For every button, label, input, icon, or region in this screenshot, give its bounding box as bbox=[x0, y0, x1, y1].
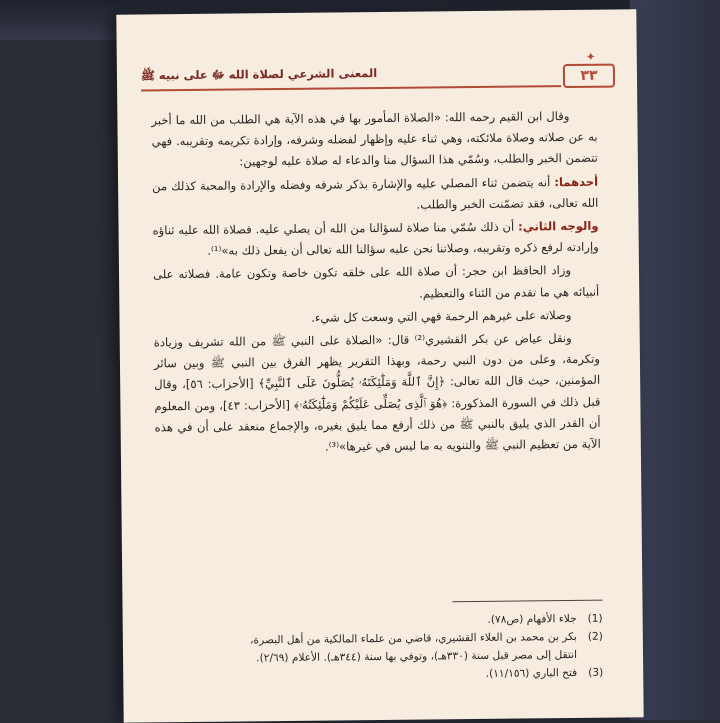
paragraph-first-aspect bbox=[152, 171, 598, 218]
paragraph-ibn-qayyim: وقال ابن القيم رحمه الله: «الصلاة المأمور بها في هذه الآية هي الطلب من الله ما أخبر به عن صلاته وصلاة ملائكته، وهي ثناء عليه وإظهار لفضله وشرفه، وإرادة تكريمه وتقريبه. فهي تتضمن الخبر والطلب، وسُمّي هذا السؤال منا والدعاء له صلاة عليه لوجهين: bbox=[151, 109, 598, 169]
paragraph-iyad: ونقل عياض عن بكر القشيري⁽²⁾ قال: «الصلاة على النبي ﷺ من الله تشريف وزيادة وتكرمة، وعلى من دون النبي رحمة، وبهذا التقرير يظهر الفرق بين النبي ﷺ وبين سائر المؤمنين، حيث قال الله تعالى: ﴿إِنَّ ٱللَّهَ وَمَلَٰٓئِكَتَهُۥ يُصَلُّونَ عَلَى ٱلنَّبِيِّ﴾ [الأحزاب: ٥٦]، وقال قبل ذلك في السورة المذكورة: ﴿هُوَ ٱلَّذِى يُصَلِّى عَلَيْكُمْ وَمَلَٰٓئِكَتُهُۥ﴾ [الأحزاب: ٤٣]، ومن المعلوم أن القدر الذي يليق بالنبي ﷺ من ذلك أرفع مما يليق بغيره، والإجماع منعقد على أن في هذه الآية من تعظيم النبي ﷺ والتنويه به ما ليس في غيرها»⁽³⁾. bbox=[153, 331, 601, 454]
lead-second-aspect: والوجه الثاني: bbox=[517, 218, 599, 234]
ornament-icon: ✦ bbox=[585, 49, 596, 64]
footnote-number: (3) bbox=[588, 666, 604, 679]
footnote-text: بكر بن محمد بن العلاء القشيري، قاضي من علماء المالكية من أهل البصرة، bbox=[250, 630, 577, 647]
footnote-number: (1) bbox=[587, 612, 603, 625]
first-aspect-text: أنه يتضمن ثناء المصلي عليه والإشارة بذكر شرفه وفضله والإرادة والمحبة كذلك من الله تعالى، فقد تضمّنت الخبر والطلب. bbox=[152, 174, 599, 212]
footnotes bbox=[163, 610, 604, 687]
paragraph-mercy: وصلاته على غيرهم الرحمة فهي التي وسعت كل شيء. bbox=[311, 307, 572, 325]
background-fabric bbox=[630, 0, 720, 720]
header-rule bbox=[141, 85, 561, 91]
footnote-text: جلاء الأفهام (ص٧٨). bbox=[487, 612, 577, 626]
footnote-rule bbox=[452, 600, 602, 603]
footnote-number: (2) bbox=[587, 630, 603, 643]
footnote-continuation: انتقل إلى مصر قبل سنة (٣٣٠هـ)، وتوفي بها سنة (٣٤٤هـ). الأعلام (٢/٦٩). bbox=[256, 648, 578, 665]
paragraph-ibn-hajar: وزاد الحافظ ابن حجر: أن صلاة الله على خلقه تكون خاصة وتكون عامة. فصلاته على أنبيائه هي ما تقدم من الثناء والتعظيم. bbox=[152, 263, 600, 301]
footnote-item bbox=[163, 664, 603, 687]
book-page bbox=[116, 9, 643, 722]
page-body bbox=[151, 106, 601, 462]
page-number: ٣٣ bbox=[563, 64, 615, 89]
page-header bbox=[140, 49, 615, 93]
paragraph-second-aspect bbox=[152, 216, 598, 263]
running-title: المعنى الشرعي لصلاة الله ﷻ على نبيه ﷺ bbox=[140, 66, 378, 83]
footnote-text: فتح الباري (١١/١٥٦). bbox=[485, 666, 578, 680]
lead-first-aspect: أحدهما: bbox=[554, 174, 599, 189]
second-aspect-text: أن ذلك سُمّي منا صلاة لسؤالنا من الله أن يصلي عليه. فصلاة الله عليه ثناؤه وإرادته لرفع ذكره وتقريبه، وصلاتنا نحن عليه سؤالنا الله تعالى أن يفعل ذلك به»⁽¹⁾. bbox=[152, 219, 599, 259]
